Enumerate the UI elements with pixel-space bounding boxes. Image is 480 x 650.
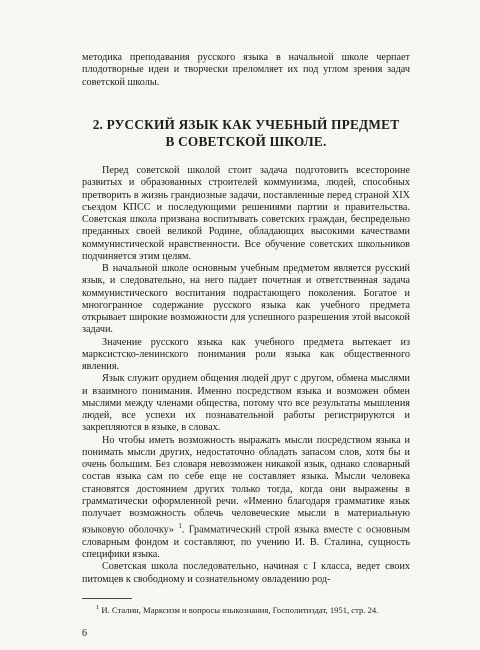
heading-line-2: В СОВЕТСКОЙ ШКОЛЕ. [165,133,327,149]
section-body [82,165,410,586]
paragraph: В начальной школе основным учебным предметом является русский язык, и следовательно, на него падает почетная и ответственная задача коммунистического воспитания подрастающего поколения. Богатое и многогранное содержание русского языка как учебного предмета открывает широкие возможности для успешного разрешения этой высокой задачи. [82,263,410,336]
paragraph: Язык служит орудием общения людей друг с другом, обмена мыслями и взаимного понимания. Именно посредством языка и возможен обмен мыслями между членами общества, потому что все результаты мышления людей, все успехи их познавательной работы регистрируются и закрепляются в языке, в словах. [82,373,410,434]
page-number: 6 [82,628,87,639]
footnote-reference: 1 [178,522,182,531]
footnote-divider [82,598,132,599]
heading-line-1: 2. РУССКИЙ ЯЗЫК КАК УЧЕБНЫЙ ПРЕДМЕТ [92,117,400,132]
paragraph: Перед советской школой стоит задача подготовить всесторонне развитых и образованных строителей коммунизма, людей, способных претворить в жизнь грандиозные задачи, поставленные перед страной XIX съездом КПСС и последующими решениями партии и правительства. Советская школа призвана воспитывать советских граждан, беспредельно преданных своей великой Родине, обладающих высокими качествами коммунистической нравственности. Все обучение советских школьников подчиняется этим целям. [82,165,410,262]
quote-paragraph-text: Но чтобы иметь возможность выражать мысли посредством языка и понимать мысли других, недостаточно обладать запасом слов, хотя бы и очень большим. Без словаря невозможен никакой язык, однако словарный состав языка сам по себе еще не составляет языка. Мысли человека становятся достоянием других только тогда, когда они выражены в грамматически оформленной речи. «Именно благодаря грамматике язык получает возможность облечь человеческие мысли в материальную языковую оболочку» [82,434,410,536]
section-heading [82,117,410,150]
paragraph: Советская школа последовательно, начиная с I класса, ведет своих питомцев к свободному и сознательному овладению род- [82,561,410,585]
footnote [82,602,410,616]
intro-paragraph: методика преподавания русского языка в начальной школе черпает плодотворные идеи и творчески преломляет их под углом зрения задач советской школы. [82,52,410,88]
quote-paragraph-tail: . Грамматический строй языка вместе с основным словарным фондом и составляют, по учению И. В. Сталина, сущность специфики языка. [82,524,410,561]
footnote-text: И. Сталин, Марксизм и вопросы языкознания, Госполитиздат, 1951, стр. 24. [101,604,379,615]
paragraph: Значение русского языка как учебного предмета вытекает из марксистско-ленинского понимания роли языка как общественного явления. [82,336,410,372]
paragraph [82,435,410,562]
footnote-mark: 1 [96,604,100,611]
